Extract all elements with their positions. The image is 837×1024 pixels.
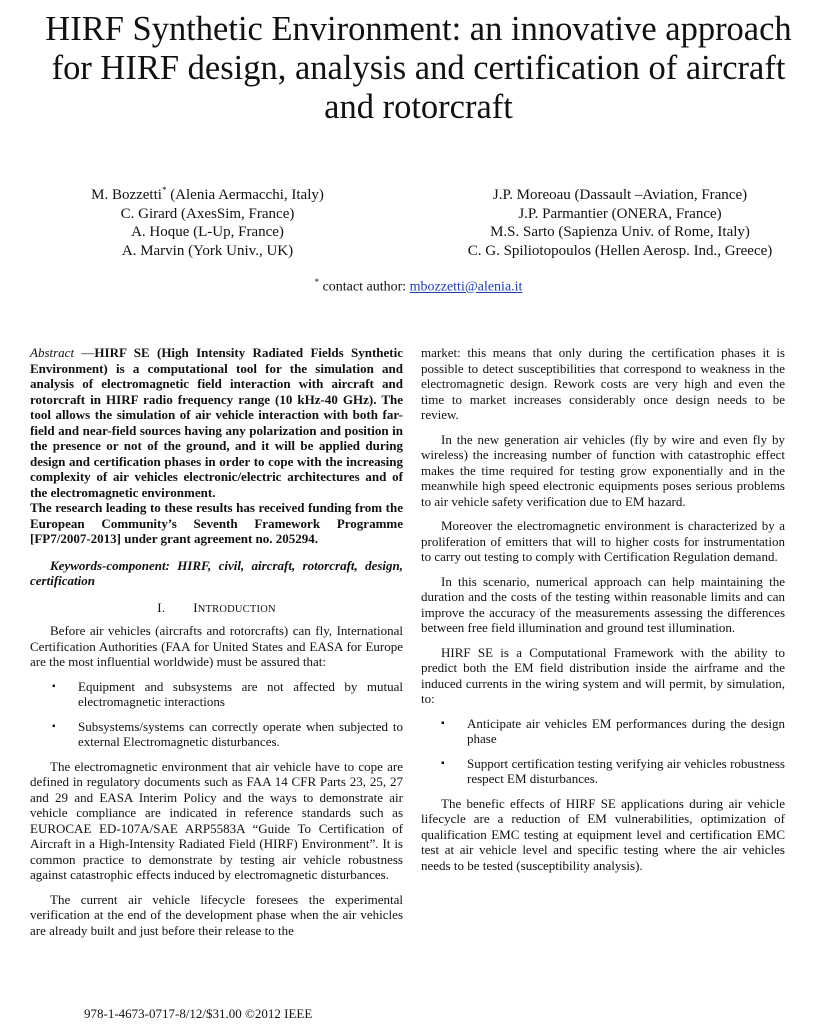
list-item: ▪ Subsystems/systems can correctly operate when subjected to external Electromagnetic disturbances. — [52, 718, 403, 749]
right-column — [421, 345, 785, 882]
requirements-list — [30, 679, 403, 750]
section-number: I. — [157, 599, 166, 615]
contact-label: contact author: — [319, 279, 410, 295]
square-bullet-icon: ▪ — [441, 717, 445, 729]
authors-right — [430, 186, 810, 260]
simulation-goals-list — [421, 716, 785, 787]
abstract-text: HIRF SE (High Intensity Radiated Fields Synthetic Environment) is a computational tool for the simulation and analysis of electromagnetic field interaction with aircraft and rotorcraft in HIRF radio frequency range (10 kHz-40 GHz). The tool allows the simulation of air vehicle interaction with both far-field and near-field sources having any polarization and position in the presence or not of the ground, and it will be applied during design and certification phases in order to cope with the increasing complexity of air vehicles electronic/electric architectures and of the electromagnetic environment. — [30, 345, 404, 500]
abstract: Abstract —HIRF SE (High Intensity Radiated Fields Synthetic Environment) is a computational tool for the simulation and analysis of electromagnetic field interaction with aircraft and rotorcraft in HIRF radio frequency range (10 kHz-40 GHz). The tool allows the simulation of air vehicle interaction with both far-field and near-field sources having any polarization and position in the presence or not of the ground, and it will be applied during design and certification phases in order to cope with the increasing complexity of air vehicles electronic/electric architectures and of the electromagnetic environment. — [30, 345, 404, 500]
author-entry: J.P. Parmantier (ONERA, France) — [518, 205, 722, 222]
body-paragraph: In the new generation air vehicles (fly by wire and even fly by wireless) the increasing number of function with catastrophic effect makes the time required for testing grow exponentially and in the meanwhile high speed electronic equipments poses serious problems to air vehicle safety verification due to EM hazard. — [421, 431, 785, 509]
section-heading: I. INTRODUCTION — [157, 599, 276, 615]
list-item: ▪ Support certification testing verifying air vehicles robustness respect EM disturbances. — [441, 755, 785, 786]
author-entry: A. Hoque (L-Up, France) — [131, 224, 284, 240]
square-bullet-icon: ▪ — [441, 757, 445, 769]
left-column — [30, 345, 403, 947]
contact-email-link[interactable]: mbozzetti@alenia.it — [409, 279, 523, 295]
body-paragraph: HIRF SE is a Computational Framework with the ability to predict both the EM field distribution inside the airframe and the induced currents in the wiring system and will permit, by simulation, to: — [421, 644, 785, 706]
body-paragraph: Moreover the electromagnetic environment is characterized by a proliferation of emitters that will to higher costs for instrumentation to carry out testing to comply with Certification Regulation demand. — [421, 518, 785, 564]
intro-paragraph-3: The current air vehicle lifecycle foresees the experimental verification at the end of the development phase when the air vehicles are already built and just before their release to the — [30, 891, 403, 938]
body-paragraph: The benefic effects of HIRF SE applications during air vehicle lifecycle are a reduction of EM vulnerabilities, optimization of qualification EMC testing at equipment level and certification EMC test at air vehicle level and specific testing where the air vehicles needs to be tested (susceptibility analysis). — [421, 795, 785, 873]
authors-left — [60, 186, 355, 260]
intro-paragraph-2: The electromagnetic environment that air vehicle have to cope are defined in regulatory documents such as FAA 14 CFR Parts 23, 25, 27 and 29 and EASA Interim Policy and the ways to demonstrate air vehicle compliance are indicated in reference standards such as EUROCAE ED-107A/SAE ARP5583A “Guide To Certification of Aircraft in a High-Intensity Radiated Field (HIRF) Environment”. It is common practice to demonstrate by testing air vehicle robustness against catastrophic effects induced by electromagnetic disturbances. — [30, 758, 403, 882]
author-entry: J.P. Moreoau (Dassault –Aviation, France) — [492, 187, 748, 203]
author-entry: C. G. Spiliotopoulos (Hellen Aerosp. Ind., Greece) — [467, 242, 773, 259]
body-paragraph: market: this means that only during the certification phases it is possible to detect susceptibilities that correspond to weakness in the electromagnetic design. Rework costs are very high and even the time to market increases considerably once design needs to be review. — [421, 345, 785, 422]
funding-note: The research leading to these results has received funding from the European Community’s Seventh Framework Programme [FP7/2007-2013] under grant agreement no. 205294. — [30, 500, 403, 546]
keywords: Keywords-component: HIRF, civil, aircraft, rotorcraft, design, certification — [30, 557, 403, 588]
author-entry: M.S. Sarto (Sapienza Univ. of Rome, Italy) — [490, 224, 750, 240]
square-bullet-icon: ▪ — [52, 680, 56, 692]
copyright-footer: 978-1-4673-0717-8/12/$31.00 ©2012 IEEE — [84, 1006, 313, 1021]
author-entry: M. Bozzetti* (Alenia Aermacchi, Italy) — [91, 185, 324, 203]
paper-title — [20, 10, 817, 127]
contact-line — [0, 277, 837, 296]
list-item: ▪ Anticipate air vehicles EM performances during the design phase — [441, 715, 785, 746]
square-bullet-icon: ▪ — [52, 720, 56, 732]
abstract-label: Abstract — [30, 345, 75, 360]
title-line-3: and rotorcraft — [324, 88, 513, 126]
intro-paragraph-1: Before air vehicles (aircrafts and rotorcrafts) can fly, International Certification Authorities (FAA for United States and EASA for Europe are the most influential worldwide) must be assured that: — [30, 623, 403, 669]
title-line-2: for HIRF design, analysis and certification of aircraft — [51, 49, 786, 87]
title-line-1: HIRF Synthetic Environment: an innovative approach — [45, 10, 792, 48]
author-entry: A. Marvin (York Univ., UK) — [121, 242, 294, 259]
list-item: ▪ Equipment and subsystems are not affected by mutual electromagnetic interactions — [52, 678, 403, 709]
body-paragraph: In this scenario, numerical approach can help maintaining the duration and the costs of the testing within reasonable limits and can improve the accuracy of the measurements assessing the differences between free field illumination and ground test illumination. — [421, 573, 785, 635]
author-entry: C. Girard (AxesSim, France) — [120, 205, 295, 222]
contact-mark: * — [314, 277, 320, 287]
